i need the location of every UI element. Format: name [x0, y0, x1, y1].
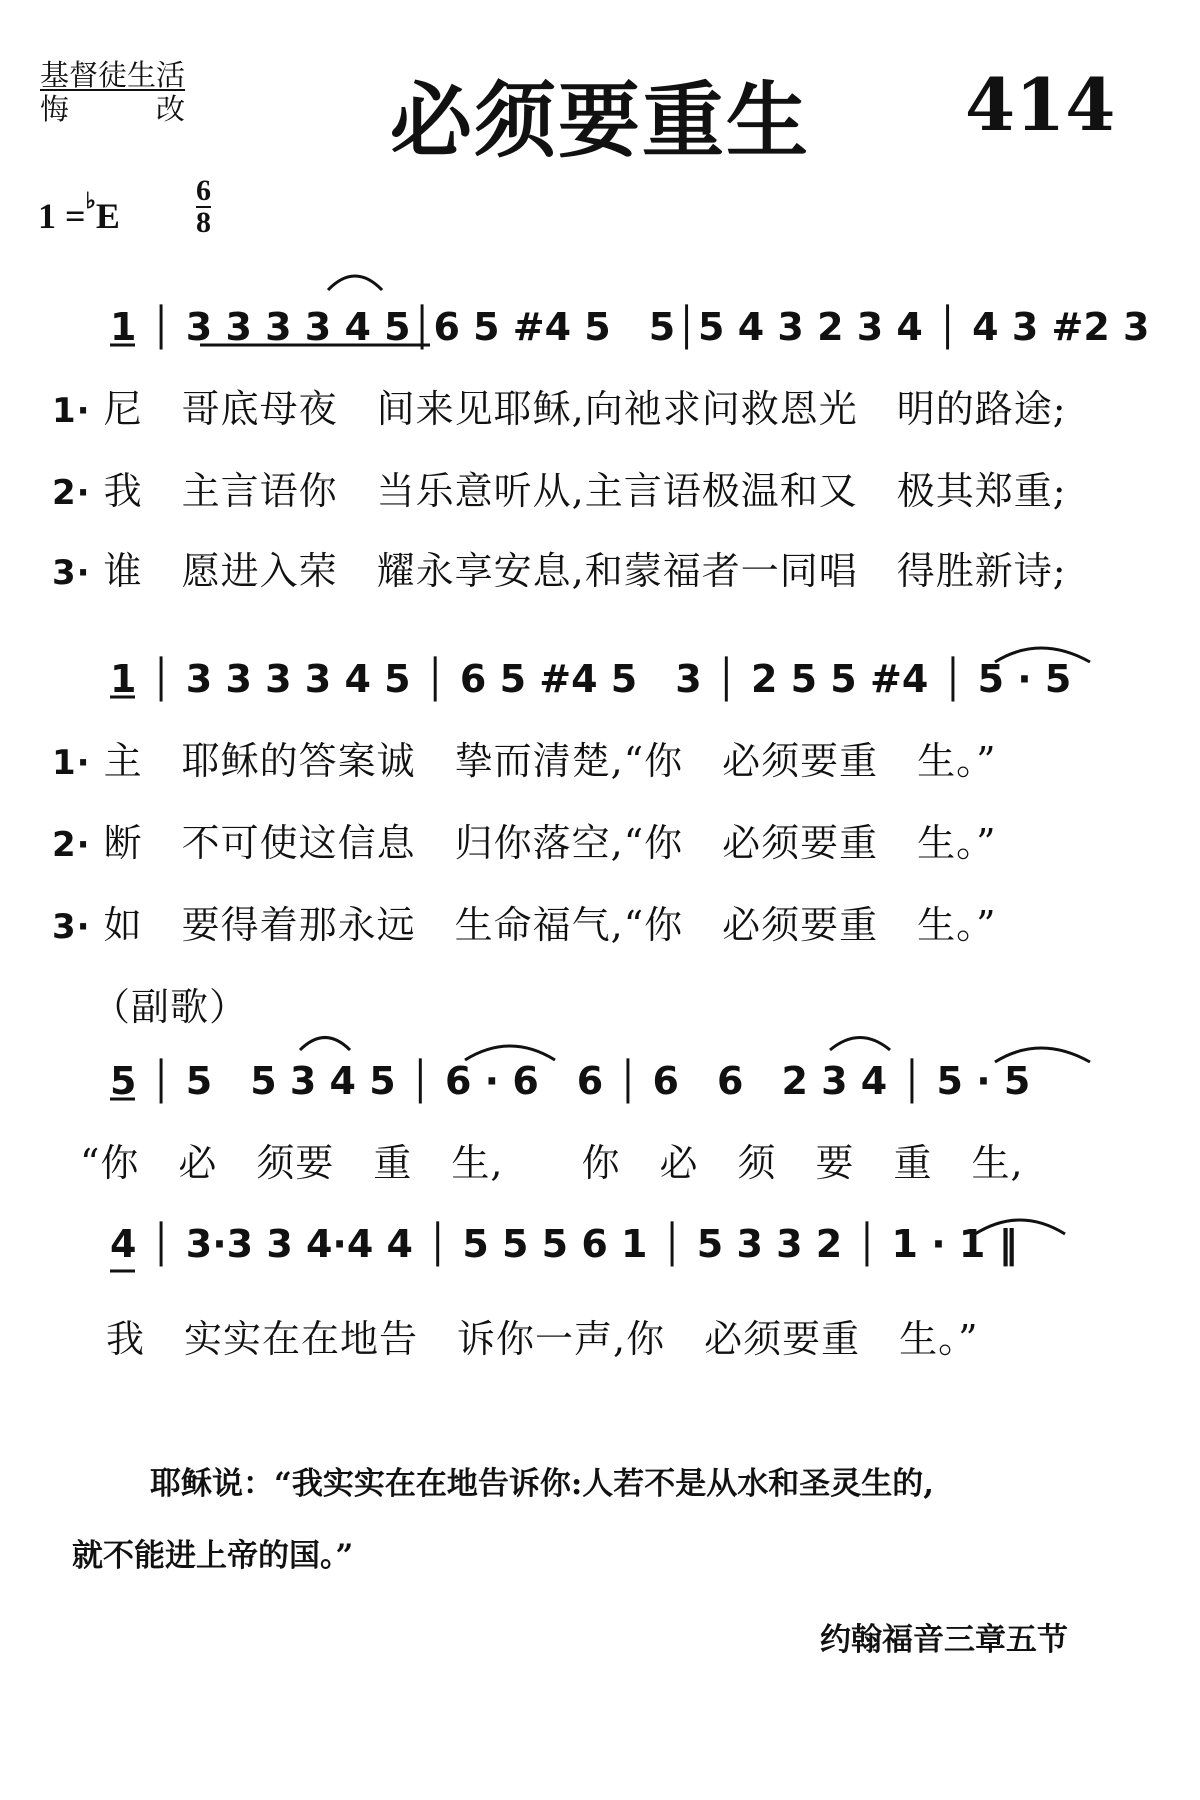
flat-sign: ♭	[85, 188, 96, 213]
scripture-reference: 约翰福音三章五节	[820, 1622, 1068, 1658]
verse-number: 3·	[52, 907, 91, 947]
time-denominator: 8	[196, 206, 211, 239]
chorus-lyric-2: 我 实实在在地告 诉你一声,你 必须要重 生。”	[106, 1317, 979, 1361]
key-do: 1 =	[38, 196, 86, 236]
verse-text: 我 主言语你 当乐意听从,主言语极温和又 极其郑重;	[103, 469, 1067, 513]
verse-number: 2·	[52, 473, 91, 513]
verse-number: 3·	[52, 553, 91, 593]
verse-text: 主 耶稣的答案诚 挚而清楚,“你 必须要重 生。”	[103, 739, 997, 783]
chorus-lyric-1: “你 必 须要 重 生, 你 必 须 要 重 生,	[80, 1141, 1024, 1185]
notation-system-1: 1 │ 3 3 3 3 4 5│6 5 #4 5 5│5 4 3 2 3 4 │ 4 3 #2 3	[110, 305, 1150, 349]
time-numerator: 6	[196, 174, 211, 207]
key-tonic: E	[95, 196, 120, 236]
verse-number: 1·	[52, 391, 91, 431]
notation-system-2: 1 │ 3 3 3 3 4 5 │ 6 5 #4 5 3 │ 2 5 5 #4 │ 5 · 5	[110, 657, 1072, 701]
hymn-title: 必须要重生	[390, 73, 811, 169]
slur	[995, 648, 1090, 662]
verse-number: 1·	[52, 743, 91, 783]
source-line-2: 悔 改	[40, 92, 186, 126]
slur	[830, 1038, 890, 1051]
verse-text: 断 不可使这信息 归你落空,“你 必须要重 生。”	[103, 821, 997, 865]
slur	[975, 1220, 1065, 1234]
hymn-number: 414	[965, 62, 1116, 147]
verse-text: 谁 愿进入荣 耀永享安息,和蒙福者一同唱 得胜新诗;	[103, 549, 1067, 593]
slur	[300, 1038, 350, 1051]
notation-system-4: 4 │ 3·3 3 4·4 4 │ 5 5 5 6 1 │ 5 3 3 2 │ 1 · 1 ‖	[110, 1222, 1018, 1266]
slur	[328, 276, 382, 290]
footnote-quote-line-1: 耶稣说：“我实实在在地告诉你:人若不是从水和圣灵生的,	[150, 1466, 935, 1502]
verse-number: 2·	[52, 825, 91, 865]
slur	[995, 1048, 1090, 1062]
verse-text: 尼 哥底母夜 间来见耶稣,向祂求问救恩光 明的路途;	[103, 387, 1067, 431]
slur	[465, 1046, 555, 1060]
verse-text: 如 要得着那永远 生命福气,“你 必须要重 生。”	[103, 903, 997, 947]
notation-system-3: 5 │ 5 5 3 4 5 │ 6 · 6 6 │ 6 6 2 3 4 │ 5 · 5	[110, 1059, 1031, 1103]
source-line-1: 基督徒生活	[40, 58, 186, 92]
chorus-label: （副歌）	[92, 985, 249, 1029]
footnote-quote-line-2: 就不能进上帝的国。”	[72, 1538, 354, 1574]
